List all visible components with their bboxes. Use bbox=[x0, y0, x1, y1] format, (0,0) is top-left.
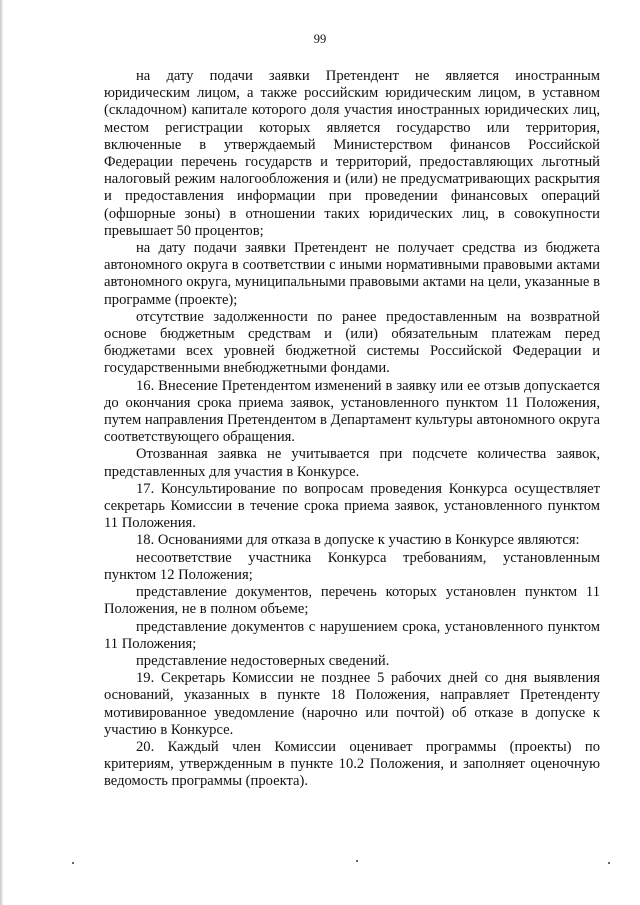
paragraph: несоответствие участника Конкурса требованиям, установленным пунктом 12 Положения; bbox=[104, 549, 600, 583]
paragraph: представление документов с нарушением срока, установленного пунктом 11 Положения; bbox=[104, 618, 600, 652]
paragraph: 20. Каждый член Комиссии оценивает программы (проекты) по критериям, утвержденным в пункте 10.2 Положения, и заполняет оценочную ведомость программы (проекта). bbox=[104, 738, 600, 790]
paragraph: представление недостоверных сведений. bbox=[136, 652, 390, 669]
paragraph: представление документов, перечень которых установлен пунктом 11 Положения, не в полном объеме; bbox=[104, 584, 600, 618]
paragraph: Отозванная заявка не учитывается при подсчете количества заявок, представленных для участия в Конкурсе. bbox=[104, 446, 600, 480]
paragraph: 18. Основаниями для отказа в допуске к участию в Конкурсе являются: bbox=[136, 532, 580, 549]
paragraph: отсутствие задолженности по ранее предоставленным на возвратной основе бюджетным средствам и (или) обязательным платежам перед бюджетами всех уровней бюджетной системы Российской Федерации и государственными внебюджетными фондами. bbox=[104, 308, 600, 377]
paragraph: 17. Консультирование по вопросам проведения Конкурса осуществляет секретарь Комиссии в течение срока приема заявок, установленного пунктом 11 Положения. bbox=[104, 480, 600, 532]
document-body bbox=[104, 68, 600, 791]
paragraph: на дату подачи заявки Претендент не является иностранным юридическим лицом, а также российским юридическим лицом, в уставном (складочном) капитале которого доля участия иностранных юридических лиц, местом регистрации которых является государство или территория, включенные в утверждаемый Министерством финансов Российской Федерации перечень государств и территорий, предоставляющих льготный налоговый режим налогообложения и (или) не предусматривающих раскрытия и предоставления информации при проведении финансовых операций (офшорные зоны) в отношении таких юридических лиц, в совокупности превышает 50 процентов; bbox=[104, 68, 600, 239]
paragraph: 19. Секретарь Комиссии не позднее 5 рабочих дней со дня выявления оснований, указанных в пункте 18 Положения, направляет Претенденту мотивированное уведомление (нарочно или почтой) об отказе в допуске к участию в Конкурсе. bbox=[104, 670, 600, 738]
paragraph: на дату подачи заявки Претендент не получает средства из бюджета автономного округа в соответствии с иными нормативными правовыми актами автономного округа, муниципальными правовыми актами на цели, указанные в программе (проекте); bbox=[104, 240, 600, 308]
paragraph: 16. Внесение Претендентом изменений в заявку или ее отзыв допускается до окончания срока приема заявок, установленного пунктом 11 Положения, путем направления Претендентом в Департамент культуры автономного округа соответствующего обращения. bbox=[104, 377, 600, 446]
scan-speck bbox=[356, 860, 358, 862]
scan-edge bbox=[0, 0, 3, 905]
scan-speck bbox=[608, 862, 610, 864]
scan-speck bbox=[72, 862, 74, 864]
page-number: 99 bbox=[313, 32, 327, 46]
